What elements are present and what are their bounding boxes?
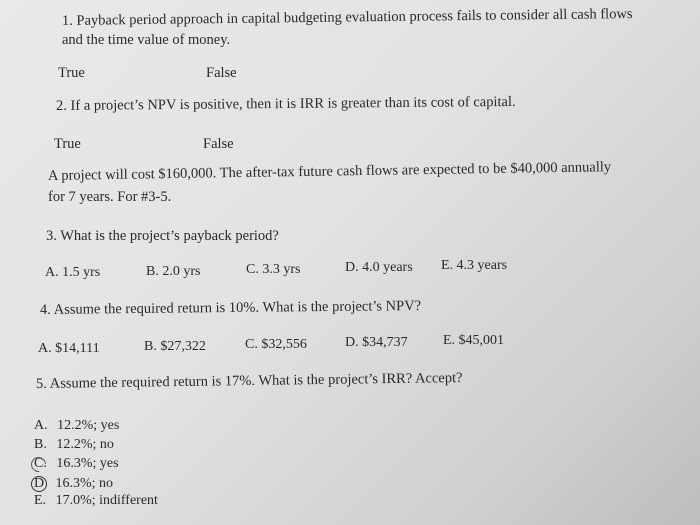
q4-text: 4. Assume the required return is 10%. What is the project’s NPV? xyxy=(39,298,422,318)
q2-text: 2. If a project’s NPV is positive, then it is IRR is greater than its cost of capital. xyxy=(55,93,516,114)
q2-option-true[interactable]: True xyxy=(54,136,81,152)
q5-option-e[interactable] xyxy=(34,494,158,508)
q5-option-b-letter: B. xyxy=(34,437,47,452)
q5-option-a[interactable] xyxy=(34,419,119,433)
q1-option-true[interactable]: True xyxy=(58,65,85,81)
q5-option-d[interactable] xyxy=(34,476,113,492)
q5-option-c-letter: C. xyxy=(34,456,47,471)
scenario-text-line1: A project will cost $160,000. The after-tax future cash flows are expected to be $40,000 annually xyxy=(47,159,612,184)
q5-option-d-letter-circled: D xyxy=(31,476,47,492)
q2-option-false[interactable]: False xyxy=(203,136,234,152)
q3-option-e[interactable]: E. 4.3 years xyxy=(441,258,508,273)
q5-option-d-text: 16.3%; no xyxy=(55,476,114,491)
q5-option-e-letter: E. xyxy=(34,493,47,508)
q5-option-c[interactable] xyxy=(34,457,119,471)
q1-option-false[interactable]: False xyxy=(206,65,237,81)
q3-text: 3. What is the project’s payback period? xyxy=(46,228,279,244)
q4-option-e[interactable]: E. $45,001 xyxy=(443,333,505,348)
q4-option-c[interactable]: C. $32,556 xyxy=(245,337,307,352)
q4-option-a[interactable]: A. $14,111 xyxy=(38,341,100,356)
q5-option-e-text: 17.0%; indifferent xyxy=(55,493,158,508)
scenario-text-line2: for 7 years. For #3-5. xyxy=(48,189,172,205)
q3-option-a[interactable]: A. 1.5 yrs xyxy=(45,265,101,280)
q3-option-d[interactable]: D. 4.0 years xyxy=(345,260,413,275)
q5-option-c-text: 16.3%; yes xyxy=(56,456,119,471)
q5-option-a-text: 12.2%; yes xyxy=(57,418,120,433)
q3-option-c[interactable]: C. 3.3 yrs xyxy=(246,262,301,277)
q5-option-b-text: 12.2%; no xyxy=(56,437,114,452)
q5-option-b[interactable] xyxy=(34,438,114,452)
q5-option-a-letter: A. xyxy=(34,418,48,433)
q1-text-line1: 1. Payback period approach in capital budgeting evaluation process fails to consider all cash flows xyxy=(61,6,633,29)
q3-option-b[interactable]: B. 2.0 yrs xyxy=(146,264,201,279)
q4-option-b[interactable]: B. $27,322 xyxy=(144,339,206,354)
q4-option-d[interactable]: D. $34,737 xyxy=(345,335,408,350)
q1-text-line2: and the time value of money. xyxy=(62,32,231,48)
q5-text: 5. Assume the required return is 17%. What is the project’s IRR? Accept? xyxy=(35,370,463,392)
